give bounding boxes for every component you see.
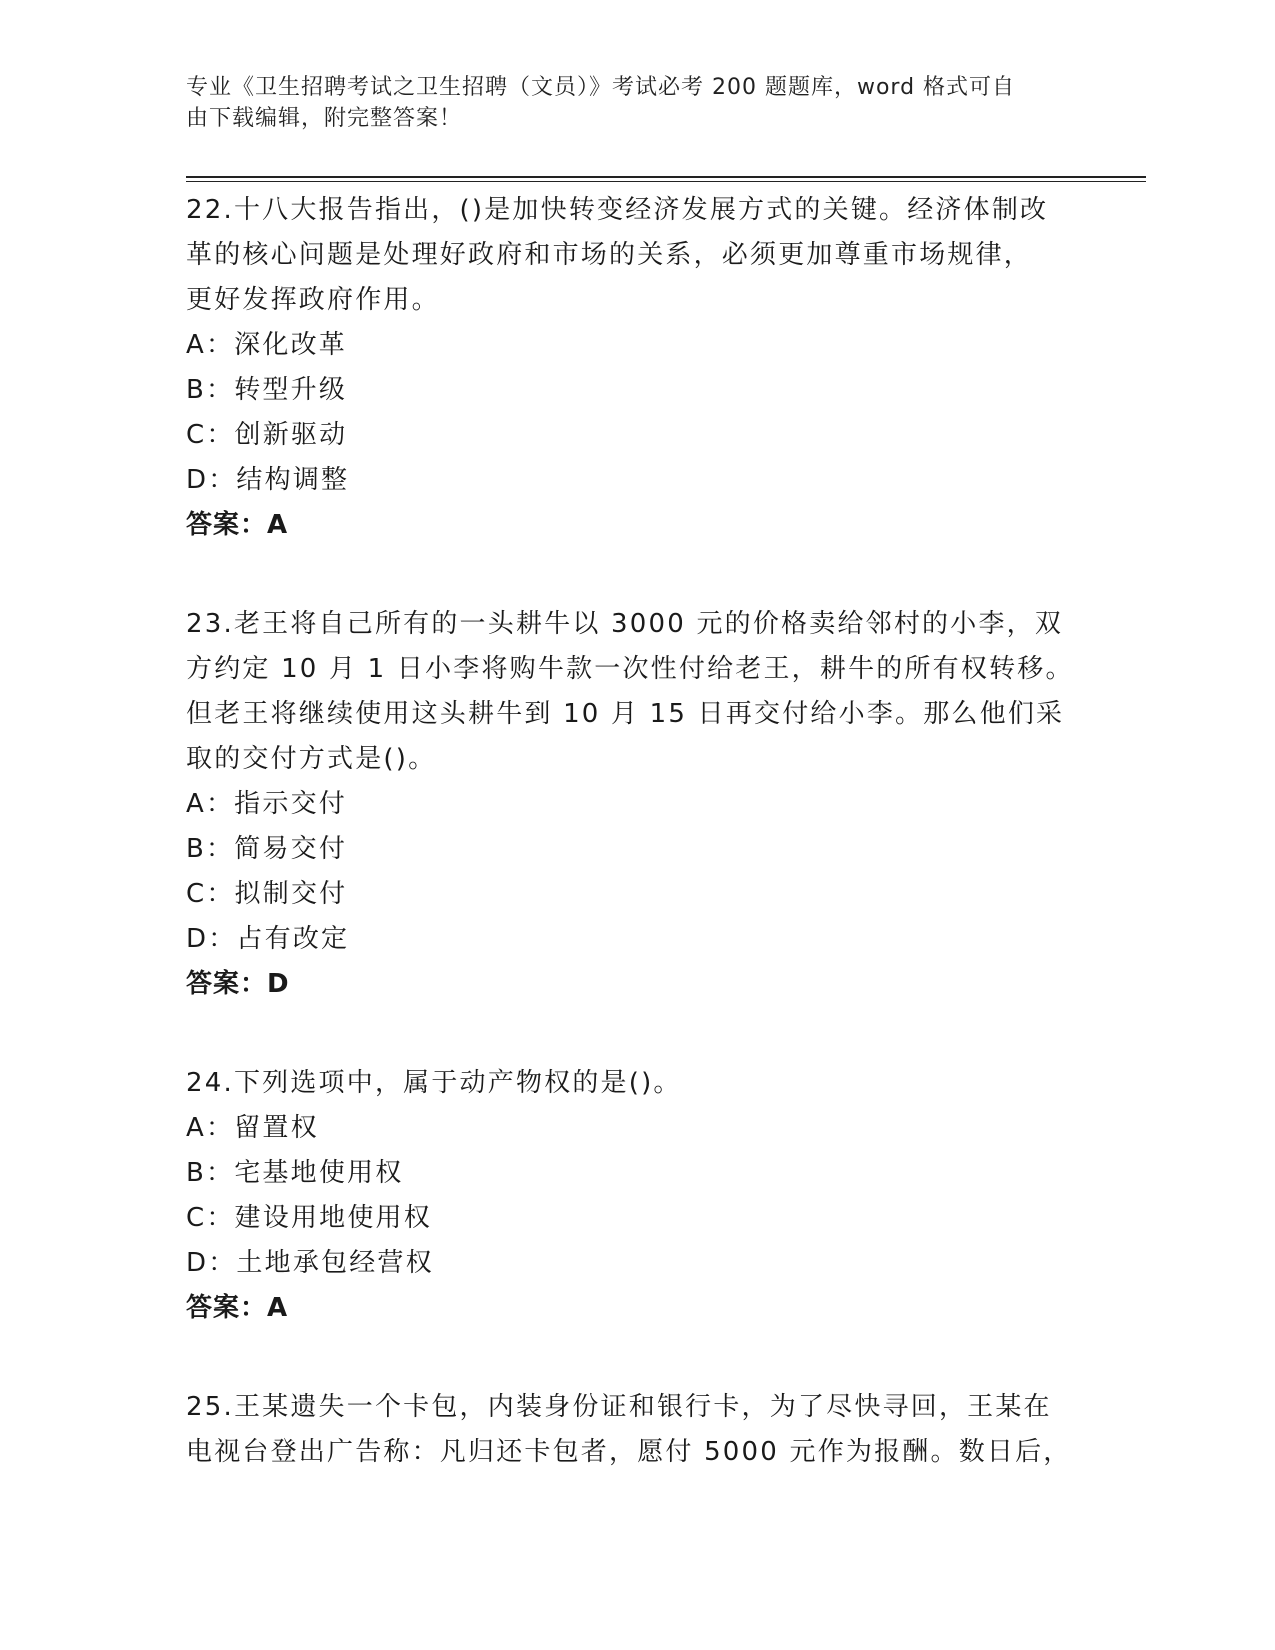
answer: 答案：A [186, 1293, 289, 1323]
question-text-line: 25.王某遗失一个卡包，内装身份证和银行卡，为了尽快寻回，王某在 [186, 1392, 1052, 1422]
option-c: C：创新驱动 [186, 420, 348, 450]
option-b: B：转型升级 [186, 375, 348, 405]
question-text-line: 22.十八大报告指出，()是加快转变经济发展方式的关键。经济体制改 [186, 195, 1049, 225]
option-b: B：宅基地使用权 [186, 1158, 404, 1188]
document-header [186, 72, 1066, 134]
option-a: A：深化改革 [186, 330, 347, 360]
question-text-line: 取的交付方式是()。 [186, 744, 437, 774]
option-c: C：建设用地使用权 [186, 1203, 432, 1233]
header-divider-thin [186, 181, 1146, 182]
answer: 答案：D [186, 969, 290, 999]
question-22 [186, 188, 1086, 548]
option-d: D：占有改定 [186, 924, 350, 954]
question-list [186, 188, 1086, 1475]
question-text-line: 电视台登出广告称：凡归还卡包者，愿付 5000 元作为报酬。数日后， [186, 1437, 1072, 1467]
question-text-line: 但老王将继续使用这头耕牛到 10 月 15 日再交付给小李。那么他们采 [186, 699, 1065, 729]
question-23 [186, 602, 1086, 1007]
header-divider [186, 176, 1146, 178]
question-24 [186, 1061, 1086, 1331]
header-line-1: 专业《卫生招聘考试之卫生招聘（文员）》考试必考 200 题题库，word 格式可自 [186, 75, 1016, 100]
question-text-line: 方约定 10 月 1 日小李将购牛款一次性付给老王，耕牛的所有权转移。 [186, 654, 1074, 684]
question-25 [186, 1385, 1086, 1475]
question-text-line: 革的核心问题是处理好政府和市场的关系，必须更加尊重市场规律， [186, 240, 1033, 270]
question-text-line: 24.下列选项中，属于动产物权的是()。 [186, 1068, 682, 1098]
option-b: B：简易交付 [186, 834, 348, 864]
option-c: C：拟制交付 [186, 879, 348, 909]
option-a: A：指示交付 [186, 789, 347, 819]
header-line-2: 由下载编辑，附完整答案！ [186, 106, 463, 131]
question-text-line: 23.老王将自己所有的一头耕牛以 3000 元的价格卖给邻村的小李，双 [186, 609, 1064, 639]
answer: 答案：A [186, 510, 289, 540]
option-d: D：土地承包经营权 [186, 1248, 434, 1278]
question-text-line: 更好发挥政府作用。 [186, 285, 440, 315]
option-a: A：留置权 [186, 1113, 319, 1143]
option-d: D：结构调整 [186, 465, 350, 495]
